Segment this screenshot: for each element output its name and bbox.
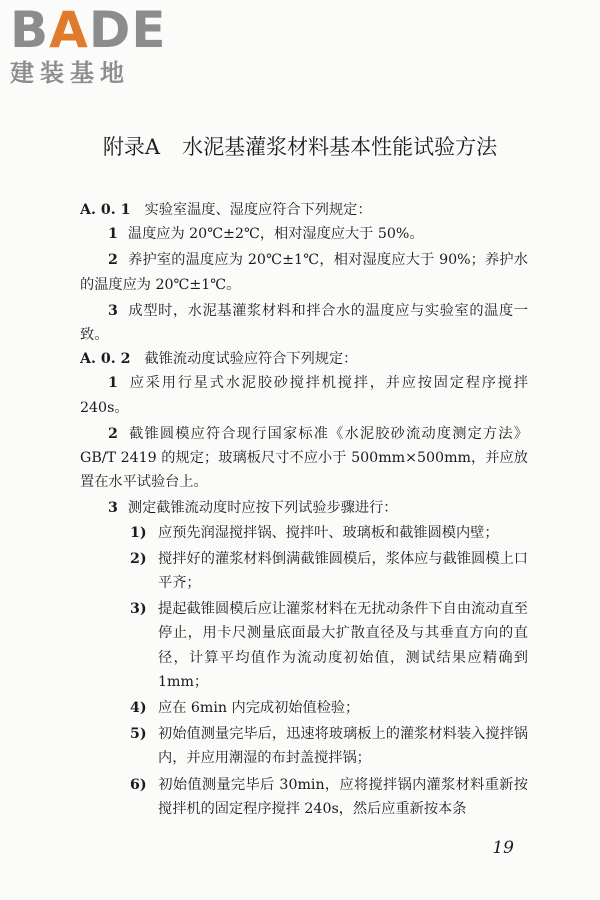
clause-intro: 截锥流动度试验应符合下列规定： bbox=[144, 351, 358, 368]
step-text: 初始值测量完毕后，迅速将玻璃板上的灌浆材料装入搅拌锅内，并应用潮湿的布封盖搅拌锅； bbox=[158, 726, 528, 767]
brand-logo bbox=[10, 1, 180, 88]
logo-wordmark: BADE bbox=[10, 1, 167, 59]
step-item bbox=[80, 547, 528, 595]
item-text: 温度应为 20℃±2℃，相对湿度应大于 50%。 bbox=[127, 226, 424, 243]
appendix-title-text: 水泥基灌浆材料基本性能试验方法 bbox=[182, 135, 498, 159]
clause-item bbox=[80, 222, 528, 246]
item-text: 截锥圆模应符合现行国家标准《水泥胶砂流动度测定方法》GB/T 2419 的规定；玻璃板尺寸不应小于 500mm×500mm，并应放置在水平试验台上。 bbox=[80, 425, 528, 491]
clause-item bbox=[80, 496, 528, 520]
item-number: 2 bbox=[108, 252, 118, 269]
item-text: 养护室的温度应为 20℃±1℃，相对湿度应大于 90%；养护水的温度应为 20℃±1℃。 bbox=[80, 252, 528, 293]
clause-item bbox=[80, 422, 528, 495]
step-text: 初始值测量完毕后 30min，应将搅拌锅内灌浆材料重新按搅拌机的固定程序搅拌 240s，然后应重新按本条 bbox=[158, 776, 528, 817]
step-text: 搅拌好的灌浆材料倒满截锥圆模后，浆体应与截锥圆模上口平齐； bbox=[158, 550, 528, 592]
clause-number: A. 0. 2 bbox=[80, 351, 131, 368]
item-text: 测定截锥流动度时应按下列试验步骤进行： bbox=[127, 500, 398, 517]
step-item bbox=[80, 597, 528, 694]
clause-item bbox=[80, 371, 528, 419]
item-number: 2 bbox=[108, 425, 118, 442]
item-number: 1 bbox=[108, 375, 118, 392]
item-text: 成型时，水泥基灌浆材料和拌合水的温度应与实验室的温度一致。 bbox=[80, 302, 528, 344]
clause-heading bbox=[80, 347, 528, 371]
clause-item bbox=[80, 299, 528, 347]
clause-number: A. 0. 1 bbox=[80, 202, 131, 218]
step-number: 4) bbox=[130, 700, 147, 717]
step-item bbox=[80, 521, 528, 545]
step-item bbox=[80, 696, 528, 720]
clause-intro: 实验室温度、湿度应符合下列规定： bbox=[144, 202, 372, 218]
item-number: 3 bbox=[108, 500, 118, 517]
step-number: 6) bbox=[130, 776, 147, 793]
step-item bbox=[80, 773, 528, 821]
page-number: 19 bbox=[492, 838, 514, 858]
logo-accent-letter: A bbox=[49, 1, 89, 59]
logo-subtitle: 建装基地 bbox=[10, 59, 130, 87]
step-number: 1) bbox=[130, 524, 147, 541]
step-text: 应在 6min 内完成初始值检验； bbox=[158, 700, 360, 717]
appendix-title bbox=[0, 133, 600, 161]
item-text: 应采用行星式水泥胶砂搅拌机搅拌，并应按固定程序搅拌 240s。 bbox=[80, 375, 528, 416]
step-number: 5) bbox=[130, 726, 147, 743]
item-number: 1 bbox=[108, 226, 118, 243]
clause-item bbox=[80, 248, 528, 296]
step-number: 2) bbox=[130, 550, 147, 567]
item-number: 3 bbox=[108, 302, 118, 319]
step-item bbox=[80, 722, 528, 770]
appendix-label: 附录A bbox=[102, 135, 161, 159]
step-text: 应预先润湿搅拌锅、搅拌叶、玻璃板和截锥圆模内壁； bbox=[158, 524, 499, 541]
step-number: 3) bbox=[130, 601, 147, 618]
document-body bbox=[80, 198, 528, 821]
step-text: 提起截锥圆模后应让灌浆材料在无扰动条件下自由流动直至停止，用卡尺测量底面最大扩散直径及与其垂直方向的直径，计算平均值作为流动度初始值，测试结果应精确到 1mm； bbox=[158, 601, 528, 690]
clause-heading bbox=[80, 198, 528, 222]
